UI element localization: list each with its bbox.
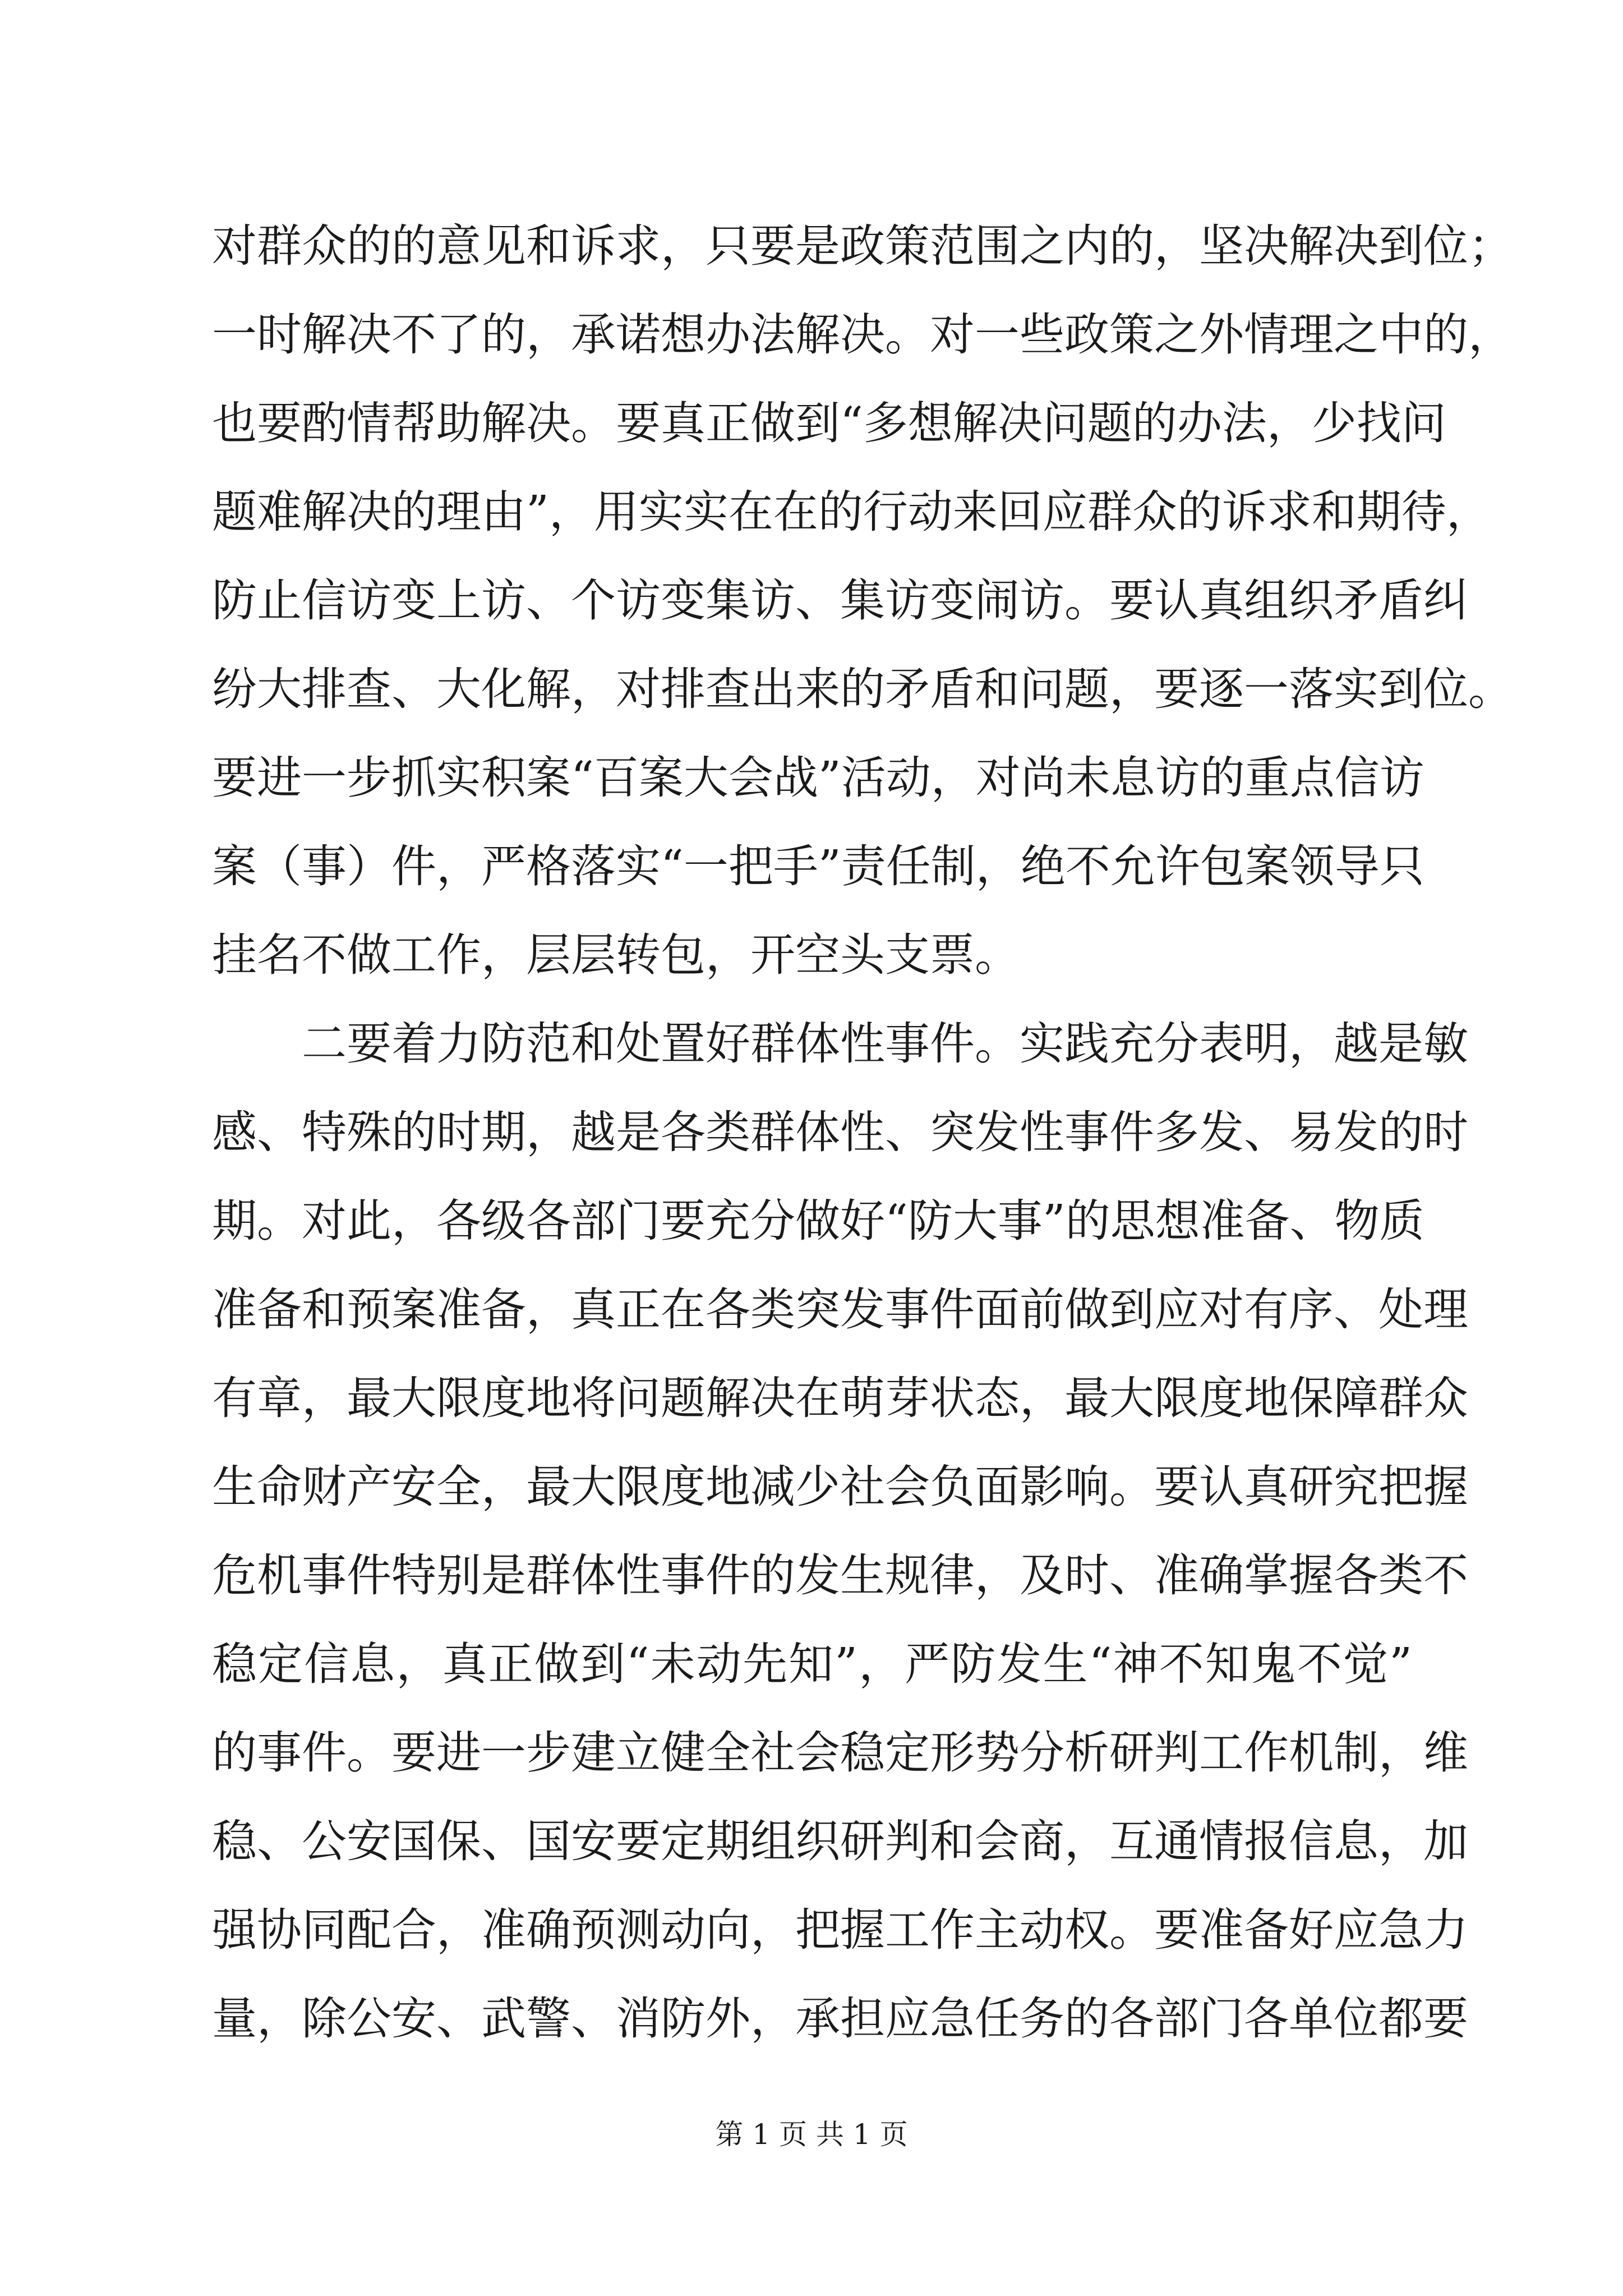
text-line: 感、特殊的时期，越是各类群体性、突发性事件多发、易发的时 <box>212 1106 1468 1158</box>
text-line: 案（事）件，严格落实“一把手”责任制，绝不允许包案领导只 <box>212 840 1424 892</box>
text-line: 准备和预案准备，真正在各类突发事件面前做到应对有序、处理 <box>212 1283 1468 1336</box>
text-line: 防止信访变上访、个访变集访、集访变闹访。要认真组织矛盾纠 <box>212 574 1468 627</box>
body-text <box>212 202 1513 2063</box>
text-line: 稳、公安国保、国安要定期组织研判和会商，互通情报信息，加 <box>212 1815 1468 1867</box>
text-line: 量，除公安、武警、消防外，承担应急任务的各部门各单位都要 <box>212 1993 1468 2045</box>
text-line: 强协同配合，准确预测动向，把握工作主动权。要准备好应急力 <box>212 1904 1468 1956</box>
text-line: 危机事件特别是群体性事件的发生规律，及时、准确掌握各类不 <box>212 1549 1468 1602</box>
text-line: 纷大排查、大化解，对排查出来的矛盾和问题，要逐一落实到位。 <box>212 663 1513 715</box>
text-line: 一时解决不了的，承诺想办法解决。对一些政策之外情理之中的， <box>212 309 1513 361</box>
text-line: 要进一步抓实积案“百案大会战”活动，对尚未息访的重点信访 <box>212 752 1424 804</box>
paragraph-first-line: 二要着力防范和处置好群体性事件。实践充分表明，越是敏 <box>302 1018 1468 1070</box>
text-line: 稳定信息，真正做到“未动先知”，严防发生“神不知鬼不觉” <box>212 1638 1412 1690</box>
text-line: 也要酌情帮助解决。要真正做到“多想解决问题的办法，少找问 <box>212 397 1446 449</box>
text-line: 对群众的的意见和诉求，只要是政策范围之内的，坚决解决到位； <box>212 220 1513 272</box>
text-line: 的事件。要进一步建立健全社会稳定形势分析研判工作机制，维 <box>212 1727 1468 1779</box>
page-footer <box>0 2115 1623 2154</box>
text-line: 题难解决的理由”，用实实在在的行动来回应群众的诉求和期待， <box>212 486 1491 538</box>
text-line: 挂名不做工作，层层转包，开空头支票。 <box>212 929 1020 981</box>
text-line: 有章，最大限度地将问题解决在萌芽状态，最大限度地保障群众 <box>212 1372 1468 1424</box>
text-line: 生命财产安全，最大限度地减少社会负面影响。要认真研究把握 <box>212 1461 1468 1513</box>
page-number-label: 第 1 页 共 1 页 <box>715 2118 908 2151</box>
text-line: 期。对此，各级各部门要充分做好“防大事”的思想准备、物质 <box>212 1195 1424 1247</box>
